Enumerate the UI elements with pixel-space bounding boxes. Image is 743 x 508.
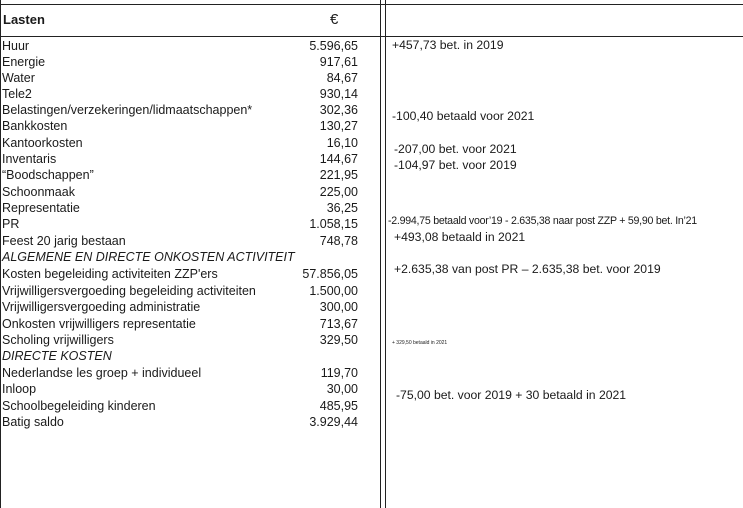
row-amount: 300,00 [319, 300, 358, 314]
row-amount: 3.929,44 [309, 415, 358, 429]
table-row [0, 38, 358, 54]
row-amount: 221,95 [319, 168, 358, 182]
row-label: Kosten begeleiding activiteiten ZZP'ers [2, 267, 218, 281]
row-label: Onkosten vrijwilligers representatie [2, 317, 196, 331]
column-divider-2 [385, 0, 386, 508]
note-zzp: +2.635,38 van post PR – 2.635,38 bet. voor 2019 [394, 262, 661, 276]
row-amount: 84,67 [326, 71, 358, 85]
row-amount: 302,36 [319, 103, 358, 117]
table-row [0, 283, 358, 299]
header-euro: € [330, 11, 339, 28]
row-amount: 1.500,00 [309, 284, 358, 298]
section-heading-row [0, 348, 358, 364]
note-pr: -2.994,75 betaald voor’19 - 2.635,38 naar post ZZP + 59,90 bet. In’21 [388, 215, 697, 227]
row-label: Kantoorkosten [2, 136, 83, 150]
table-row [0, 184, 358, 200]
table-row [0, 233, 358, 249]
table-row [0, 365, 358, 381]
row-amount: 36,25 [326, 201, 358, 215]
row-label: Nederlandse les groep + individueel [2, 366, 202, 380]
table-row [0, 398, 358, 414]
row-amount: 57.856,05 [302, 267, 358, 281]
table-row [0, 266, 358, 282]
row-label: Inloop [2, 382, 37, 396]
row-label: Feest 20 jarig bestaan [2, 234, 126, 248]
note-feest: +493,08 betaald in 2021 [394, 230, 526, 244]
row-amount: 1.058,15 [309, 217, 358, 231]
row-amount: 119,70 [320, 366, 358, 380]
section-heading: ALGEMENE EN DIRECTE ONKOSTEN ACTIVITEIT [2, 250, 295, 264]
row-amount: 748,78 [319, 234, 358, 248]
row-label: Energie [2, 55, 46, 69]
note-belastingen: -100,40 betaald voor 2021 [392, 109, 535, 123]
row-label: Belastingen/verzekeringen/lidmaatschappen* [2, 103, 253, 117]
table-row [0, 381, 358, 397]
table-row [0, 118, 358, 134]
row-label: Tele2 [2, 87, 32, 101]
table-row [0, 216, 358, 232]
table-row [0, 86, 358, 102]
row-label: Vrijwilligersvergoeding begeleiding activiteiten [2, 284, 256, 298]
row-label: Bankkosten [2, 119, 68, 133]
table-row [0, 200, 358, 216]
note-scholing: + 329,50 betaald in 2021 [392, 340, 448, 346]
row-label: PR [2, 217, 20, 231]
note-inventaris: -104,97 bet. voor 2019 [394, 158, 517, 172]
table-top-border [0, 4, 743, 5]
header-lasten: Lasten [3, 12, 45, 27]
row-label: Batig saldo [2, 415, 64, 429]
row-label: Huur [2, 39, 30, 53]
row-amount: 30,00 [326, 382, 358, 396]
row-label: Schoolbegeleiding kinderen [2, 399, 156, 413]
column-divider-1 [380, 0, 381, 508]
row-amount: 5.596,65 [309, 39, 358, 53]
row-amount: 917,61 [319, 55, 358, 69]
table-row [0, 316, 358, 332]
row-label: Vrijwilligersvergoeding administratie [2, 300, 201, 314]
row-amount: 130,27 [319, 119, 358, 133]
note-kantoorkosten: -207,00 bet. voor 2021 [394, 142, 517, 156]
row-label: Inventaris [2, 152, 57, 166]
table-row [0, 299, 358, 315]
row-label: Water [2, 71, 35, 85]
section-heading-row [0, 249, 358, 265]
row-amount: 329,50 [319, 333, 358, 347]
row-label: Scholing vrijwilligers [2, 333, 114, 347]
row-amount: 144,67 [319, 152, 358, 166]
table-row [0, 135, 358, 151]
row-amount: 485,95 [319, 399, 358, 413]
table-row [0, 102, 358, 118]
row-label: “Boodschappen” [2, 168, 94, 182]
note-huur: +457,73 bet. in 2019 [392, 38, 504, 52]
row-amount: 713,67 [319, 317, 358, 331]
row-amount: 16,10 [326, 136, 358, 150]
table-row [0, 414, 358, 430]
section-heading: DIRECTE KOSTEN [2, 349, 112, 363]
row-label: Schoonmaak [2, 185, 75, 199]
table-row [0, 332, 358, 348]
row-amount: 930,14 [319, 87, 358, 101]
header-divider [0, 36, 743, 37]
table-row [0, 54, 358, 70]
table-row [0, 70, 358, 86]
table-row [0, 151, 358, 167]
table-row [0, 167, 358, 183]
row-label: Representatie [2, 201, 80, 215]
note-inloop: -75,00 bet. voor 2019 + 30 betaald in 2021 [396, 388, 627, 402]
row-amount: 225,00 [319, 185, 358, 199]
